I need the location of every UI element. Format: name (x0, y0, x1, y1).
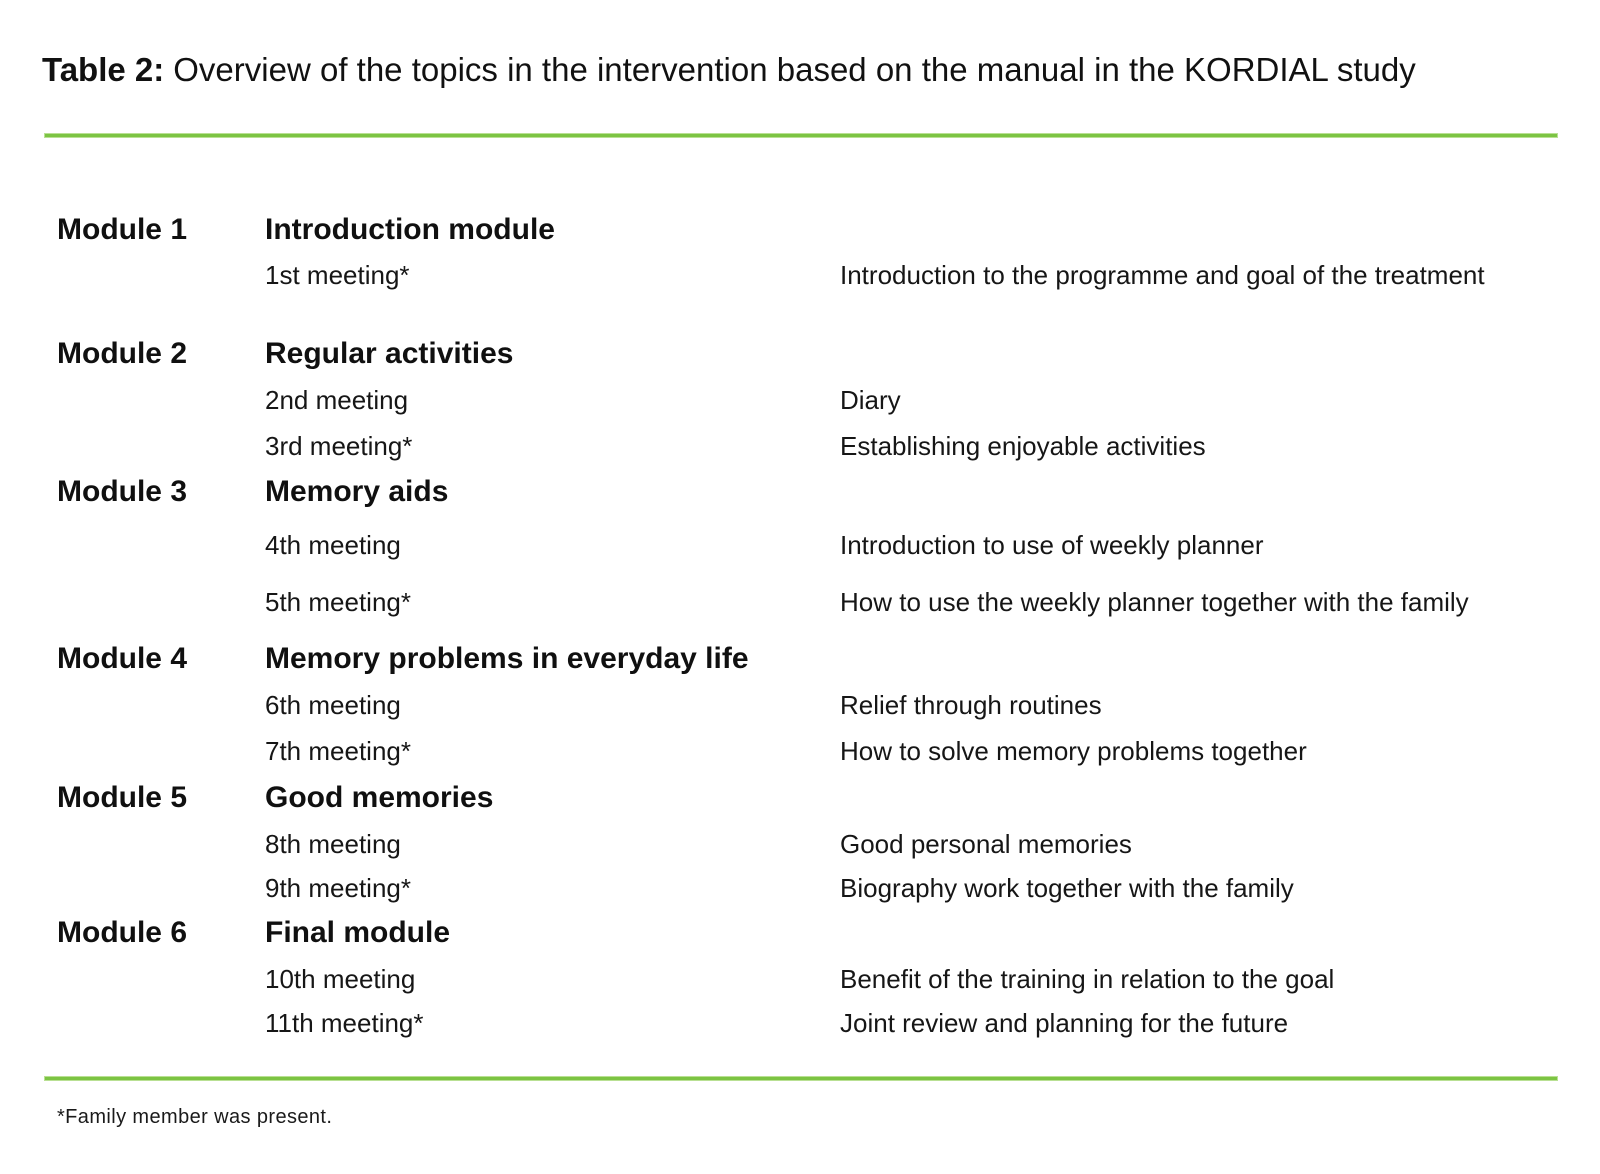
meeting-label: 3rd meeting* (265, 430, 413, 461)
meeting-label: 1st meeting* (265, 259, 410, 290)
meeting-row (57, 424, 1600, 468)
table-bottom-rule (44, 1076, 1558, 1081)
meeting-topic: Introduction to the programme and goal of the treatment (840, 259, 1485, 290)
meeting-row (57, 822, 1600, 866)
table-caption (42, 50, 1416, 90)
meeting-row (57, 253, 1600, 297)
table-body (57, 206, 1600, 1045)
meeting-label: 5th meeting* (265, 586, 411, 617)
meeting-topic: How to solve memory problems together (840, 735, 1307, 766)
module-name: Memory problems in everyday life (265, 642, 749, 675)
meeting-label: 6th meeting (265, 689, 401, 720)
table-footnote: *Family member was present. (57, 1106, 333, 1128)
meeting-topic: How to use the weekly planner together with the family (840, 586, 1469, 617)
module-name: Final module (265, 916, 451, 949)
module-id: Module 5 (57, 781, 188, 814)
module-header-row (57, 470, 1600, 514)
meeting-label: 4th meeting (265, 529, 401, 560)
module-id: Module 1 (57, 213, 188, 246)
meeting-row (57, 683, 1600, 727)
meeting-row (57, 866, 1600, 910)
module-header-row (57, 208, 1600, 252)
meeting-label: 7th meeting* (265, 735, 411, 766)
table-caption-label: Table 2: (42, 51, 165, 88)
meeting-row (57, 957, 1600, 1001)
meeting-label: 8th meeting (265, 828, 401, 859)
module-id: Module 3 (57, 475, 188, 508)
meeting-topic: Relief through routines (840, 689, 1102, 720)
meeting-row (57, 378, 1600, 422)
meeting-topic: Benefit of the training in relation to the goal (840, 963, 1335, 994)
module-header-row (57, 332, 1600, 376)
meeting-topic: Joint review and planning for the future (840, 1007, 1289, 1038)
table-caption-text: Overview of the topics in the intervention based on the manual in the KORDIAL study (173, 51, 1416, 88)
meeting-label: 10th meeting (265, 963, 416, 994)
meeting-row (57, 1001, 1600, 1045)
meeting-label: 9th meeting* (265, 872, 411, 903)
meeting-topic: Introduction to use of weekly planner (840, 529, 1264, 560)
meeting-topic: Biography work together with the family (840, 872, 1294, 903)
meeting-label: 2nd meeting (265, 384, 409, 415)
meeting-topic: Establishing enjoyable activities (840, 430, 1206, 461)
module-header-row (57, 911, 1600, 955)
table-top-rule (44, 133, 1558, 138)
meeting-row (57, 729, 1600, 773)
module-id: Module 6 (57, 916, 188, 949)
module-header-row (57, 776, 1600, 820)
module-name: Introduction module (265, 213, 555, 246)
meeting-topic: Diary (840, 384, 901, 415)
module-id: Module 4 (57, 642, 188, 675)
meeting-row (57, 523, 1600, 567)
meeting-topic: Good personal memories (840, 828, 1132, 859)
module-header-row (57, 637, 1600, 681)
module-id: Module 2 (57, 337, 188, 370)
meeting-label: 11th meeting* (265, 1007, 424, 1038)
module-name: Regular activities (265, 337, 514, 370)
meeting-row (57, 580, 1600, 624)
module-name: Memory aids (265, 475, 449, 508)
module-name: Good memories (265, 781, 494, 814)
